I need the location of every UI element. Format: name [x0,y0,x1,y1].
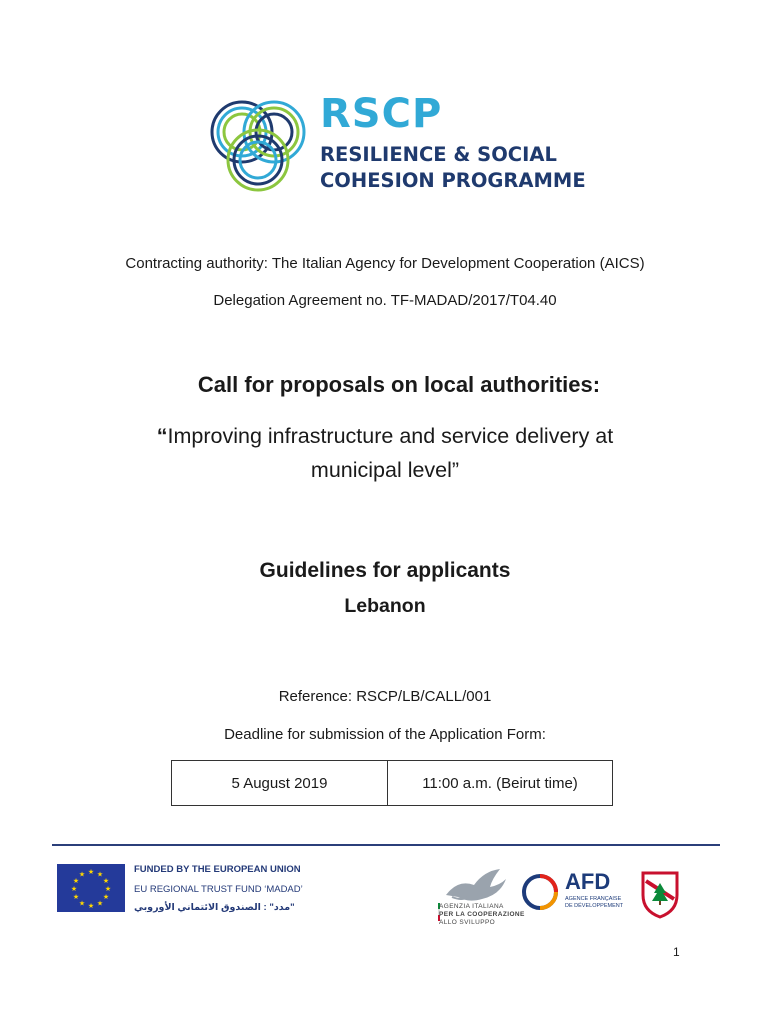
svg-text:★: ★ [96,899,104,908]
svg-text:★: ★ [72,893,80,901]
aics-name-line2: PER LA COOPERAZIONE [439,911,525,918]
reference-number: Reference: RSCP/LB/CALL/001 [278,688,492,705]
table-row [172,761,613,806]
svg-text:★: ★ [87,902,95,910]
svg-text:★: ★ [104,885,112,893]
call-subject-line1: Improving infrastructure and service delivery at [167,424,614,448]
deadline-date: 5 August 2019 [172,761,388,806]
call-subject-line2: municipal level” [310,458,460,482]
delegation-agreement: Delegation Agreement no. TF-MADAD/2017/T04.40 [213,292,557,309]
afd-sub-line1: AGENCE FRANÇAISE [565,896,622,902]
svg-text:★: ★ [96,870,104,879]
open-quote: “ [156,424,168,448]
eu-funding-line3-arabic: "مدد" : الصندوق الائتماني الأوروبي [134,902,295,913]
svg-text:★: ★ [87,868,95,876]
svg-text:★: ★ [72,877,80,885]
afd-sub-line2: DE DÉVELOPPEMENT [565,903,624,909]
svg-text:★: ★ [102,877,110,885]
lebanon-emblem-icon [639,869,681,919]
footer-divider [52,844,720,846]
svg-text:★: ★ [78,870,86,879]
logo-name-line2: COHESION PROGRAMME [320,169,586,192]
call-subject [0,419,770,487]
rscp-knot-icon [202,92,314,202]
deadline-table [171,760,613,806]
svg-text:★: ★ [70,885,78,893]
contracting-authority: Contracting authority: The Italian Agency for Development Cooperation (AICS) [125,255,645,272]
rscp-logo [202,91,586,202]
country-heading: Lebanon [344,595,426,617]
svg-text:★: ★ [102,893,110,901]
afd-name: AFD [565,869,611,894]
eu-flag-icon [57,864,125,912]
logo-acronym: RSCP [320,91,443,137]
eu-funding-line1: FUNDED BY THE EUROPEAN UNION [134,864,301,875]
afd-ring-icon [521,873,559,911]
eu-funding-line2: EU REGIONAL TRUST FUND ‘MADAD’ [134,884,303,895]
page-number: 1 [673,945,680,959]
aics-name-line1: AGENZIA ITALIANA [439,903,504,910]
aics-name-line3: ALLO SVILUPPO [439,919,496,926]
deadline-time: 11:00 a.m. (Beirut time) [388,761,613,806]
deadline-label: Deadline for submission of the Application Form: [224,726,546,743]
guidelines-heading: Guidelines for applicants [259,559,511,582]
logo-name-line1: RESILIENCE & SOCIAL [320,143,557,166]
call-title: Call for proposals on local authorities: [197,372,601,397]
svg-text:★: ★ [78,899,86,908]
